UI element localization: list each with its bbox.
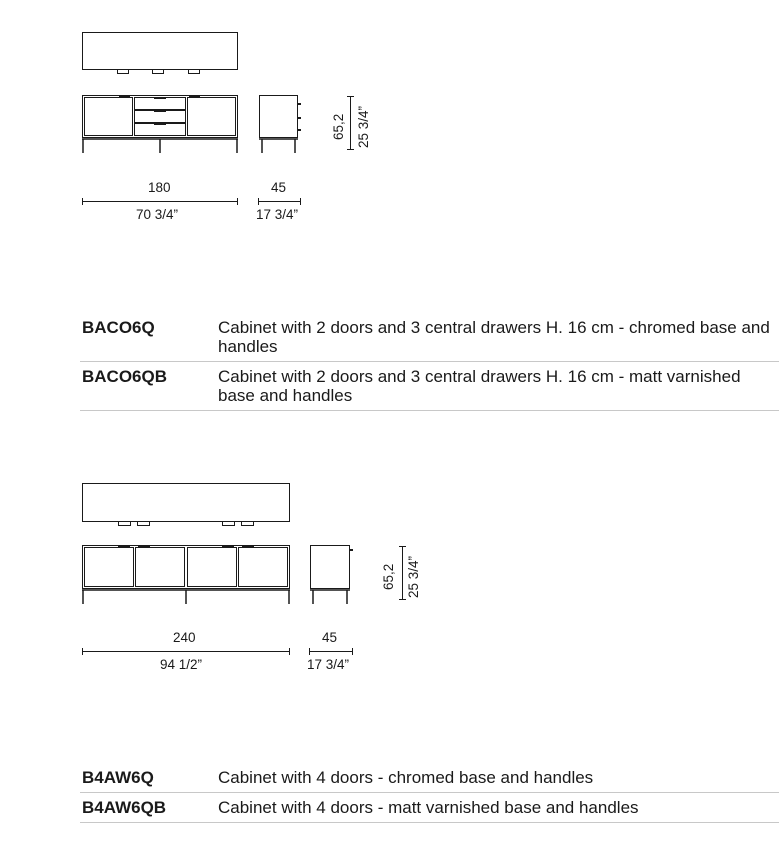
product-code: BACO6QB: [82, 367, 168, 386]
product-row: [80, 798, 779, 823]
width-cm-label: 240: [173, 630, 196, 645]
cabinet-2-front-view: [82, 546, 290, 605]
product-description: Cabinet with 2 doors and 3 central drawers H. 16 cm - chromed base and handles: [218, 318, 770, 356]
height-cm-label: 65,2: [331, 113, 346, 140]
height-cm-label: 65,2: [381, 563, 396, 590]
cabinet-2-top-view: [83, 484, 290, 526]
height-inch-label: 25 3/4”: [406, 555, 421, 598]
depth-cm-label: 45: [322, 630, 338, 645]
depth-inch-label: 17 3/4”: [256, 207, 299, 222]
cabinet-2-dimension-lines: [82, 546, 406, 655]
cabinet-1-side-view: [259, 96, 301, 154]
product-description: Cabinet with 2 doors and 3 central drawers H. 16 cm - matt varnished base and handles: [218, 367, 741, 405]
cabinet-1-dimension-lines: [82, 96, 354, 205]
cabinet-1-top-view: [83, 33, 238, 74]
width-cm-label: 180: [148, 180, 171, 195]
width-inch-label: 70 3/4”: [136, 207, 179, 222]
depth-cm-label: 45: [271, 180, 287, 195]
product-row: [80, 768, 779, 793]
cabinet-1-front-view: [82, 96, 238, 154]
product-row: [80, 367, 779, 411]
height-inch-label: 25 3/4”: [356, 105, 371, 148]
width-inch-label: 94 1/2”: [160, 657, 203, 672]
product-code: BACO6Q: [82, 318, 155, 337]
cabinet-2-side-view: [310, 546, 353, 605]
product-description: Cabinet with 4 doors - chromed base and handles: [218, 768, 594, 787]
product-code: B4AW6QB: [82, 798, 167, 817]
product-code: B4AW6Q: [82, 768, 154, 787]
product-row: [80, 318, 779, 362]
depth-inch-label: 17 3/4”: [307, 657, 350, 672]
product-description: Cabinet with 4 doors - matt varnished base and handles: [218, 798, 639, 817]
